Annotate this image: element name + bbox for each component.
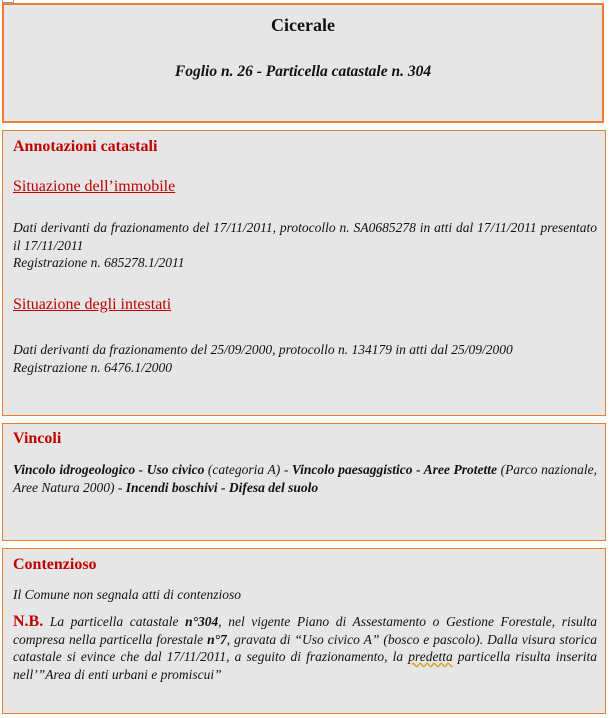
- nb-text-4: particella risulta inserita nell’”Area di enti urbani e promiscui”: [13, 649, 597, 682]
- nb-text-2: , nel vigente Piano di Assestamento o Gestione Forestale, risulta compresa nella particella forestale: [13, 614, 597, 647]
- vincoli-box: [2, 423, 606, 541]
- intestati-heading: Situazione degli intestati: [13, 296, 172, 313]
- vincoli-title: Vincoli: [13, 430, 62, 447]
- intestati-details: [13, 341, 597, 376]
- vincolo-uso-civico: Uso civico: [146, 462, 205, 477]
- uso-civico-note: (categoria A) -: [204, 462, 292, 477]
- contenzioso-statement: Il Comune non segnala atti di contenzioso: [13, 587, 241, 602]
- nb-note: [13, 613, 597, 683]
- contenzioso-box: [2, 548, 606, 714]
- vincoli-separator: -: [412, 462, 424, 477]
- vincolo-difesa-suolo: Difesa del suolo: [228, 479, 319, 495]
- nb-forestale-number: n°7: [207, 631, 227, 647]
- nb-text-3: , gravata di “Uso civico A” (bosco e pascolo). Dalla visura storica catastale si evince che dal 17/11/2011, a seguito di frazionamento, la: [13, 631, 597, 664]
- vincoli-separator: -: [135, 462, 147, 477]
- vincolo-incendi-boschivi: Incendi boschivi: [125, 479, 218, 495]
- immobile-line1: Dati derivanti da frazionamento del 17/11/2011, protocollo n. SA0685278 in atti dal 17/11/2011 presentato il 17/11/2011: [13, 220, 597, 253]
- vincoli-separator: -: [217, 479, 229, 495]
- nb-particella-number: n°304: [185, 614, 219, 629]
- nb-label: N.B.: [13, 613, 44, 630]
- annotazioni-title: Annotazioni catastali: [13, 138, 158, 155]
- annotazioni-box: [2, 130, 606, 416]
- header-box: [2, 3, 604, 123]
- aree-protette-note: (Parco nazionale, Aree Natura 2000) -: [13, 462, 598, 495]
- intestati-line2: Registrazione n. 6476.1/2000: [13, 359, 172, 375]
- vincolo-idrogeologico: Vincolo idrogeologico: [13, 462, 136, 477]
- immobile-line2: Registrazione n. 685278.1/2011: [13, 255, 185, 270]
- page-subtitle: Foglio n. 26 - Particella catastale n. 304: [174, 63, 432, 80]
- contenzioso-title: Contenzioso: [13, 556, 97, 573]
- vincolo-paesaggistico: Vincolo paesaggistico: [291, 462, 413, 477]
- page-title: Cicerale: [271, 15, 335, 35]
- immobile-heading: Situazione dell’immobile: [13, 178, 176, 195]
- vincoli-text: [13, 461, 597, 496]
- immobile-details: [13, 219, 597, 272]
- nb-predetta-word: predetta: [408, 649, 453, 664]
- vincolo-aree-protette: Aree Protette: [423, 462, 497, 477]
- nb-text-1: La particella catastale: [43, 614, 186, 629]
- intestati-line1: Dati derivanti da frazionamento del 25/09/2000, protocollo n. 134179 in atti dal 25/09/2000: [13, 342, 513, 357]
